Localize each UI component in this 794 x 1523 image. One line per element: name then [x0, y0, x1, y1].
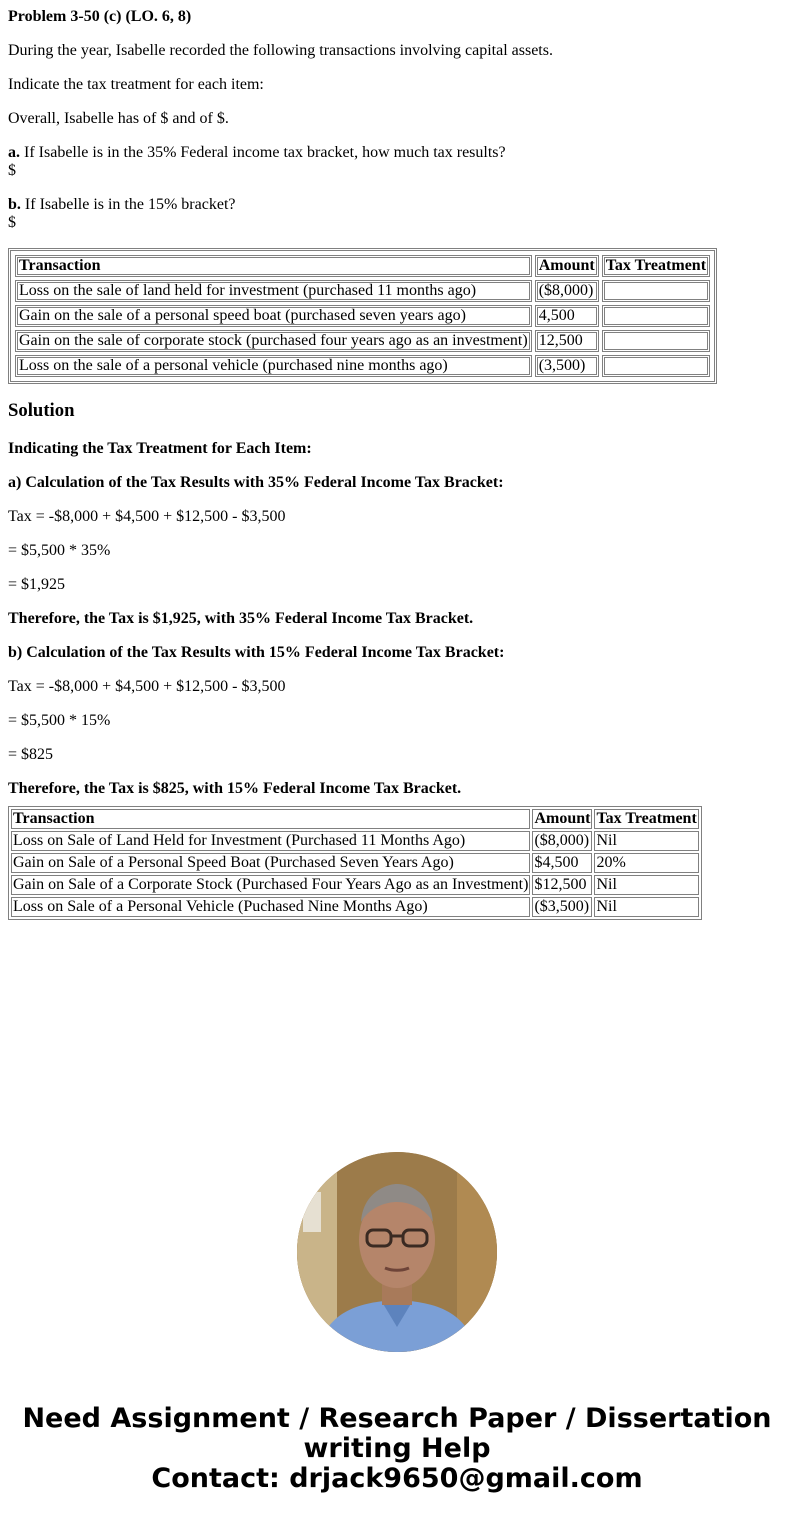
table-row [15, 355, 710, 377]
cell-transaction: Loss on the sale of land held for investment (purchased 11 months ago) [15, 280, 532, 302]
cell-amount: (3,500) [535, 355, 599, 377]
part-b-answer: $ [8, 214, 16, 231]
solution-b-line2: = $5,500 * 15% [8, 712, 111, 729]
problem-instruction: Indicate the tax treatment for each item: [8, 76, 264, 93]
solution-b-conclusion: Therefore, the Tax is $825, with 15% Federal Income Tax Bracket. [8, 780, 462, 797]
solution-b-line1: Tax = -$8,000 + $4,500 + $12,500 - $3,500 [8, 678, 286, 695]
promo-footer [0, 1152, 794, 1494]
problem-title: Problem 3-50 (c) (LO. 6, 8) [8, 8, 192, 25]
table-row [11, 853, 699, 873]
cell-amount: 4,500 [535, 305, 599, 327]
avatar-portrait [297, 1152, 497, 1352]
header-amount: Amount [535, 255, 599, 277]
promo-contact: Contact: drjack9650@gmail.com [151, 1463, 643, 1494]
cell-amount: 12,500 [535, 330, 599, 352]
cell-tax-treatment: Nil [594, 897, 698, 917]
avatar [297, 1152, 497, 1352]
promo-line-2: writing Help [303, 1433, 491, 1464]
solution-a-line3: = $1,925 [8, 576, 66, 593]
header-tax-treatment: Tax Treatment [602, 255, 710, 277]
cell-transaction: Loss on the sale of a personal vehicle (purchased nine months ago) [15, 355, 532, 377]
cell-tax-treatment: Nil [594, 875, 698, 895]
cell-transaction: Loss on Sale of a Personal Vehicle (Puchased Nine Months Ago) [11, 897, 530, 917]
problem-overall: Overall, Isabelle has of $ and of $. [8, 110, 229, 127]
header-transaction: Transaction [11, 809, 530, 829]
solution-a-conclusion: Therefore, the Tax is $1,925, with 35% Federal Income Tax Bracket. [8, 610, 474, 627]
cell-transaction: Gain on the sale of a personal speed boat (purchased seven years ago) [15, 305, 532, 327]
promo-line-1: Need Assignment / Research Paper / Dissertation [22, 1403, 772, 1434]
table-header-row [11, 809, 699, 829]
solution-a-heading: a) Calculation of the Tax Results with 35% Federal Income Tax Bracket: [8, 474, 504, 491]
solution-a-line2: = $5,500 * 35% [8, 542, 111, 559]
cell-tax-treatment: Nil [594, 831, 698, 851]
table-header-row [15, 255, 710, 277]
cell-tax-treatment [602, 305, 710, 327]
cell-transaction: Gain on the sale of corporate stock (purchased four years ago as an investment) [15, 330, 532, 352]
solution-table [8, 806, 702, 920]
table-row [15, 305, 710, 327]
part-b: b. If Isabelle is in the 15% bracket? $ [8, 196, 236, 231]
cell-tax-treatment [602, 280, 710, 302]
table-row [11, 875, 699, 895]
solution-a-line1: Tax = -$8,000 + $4,500 + $12,500 - $3,500 [8, 508, 286, 525]
table-row [11, 831, 699, 851]
cell-amount: ($8,000) [532, 831, 592, 851]
promo-text [0, 1404, 794, 1494]
cell-tax-treatment [602, 355, 710, 377]
cell-amount: $12,500 [532, 875, 592, 895]
header-transaction: Transaction [15, 255, 532, 277]
cell-transaction: Gain on Sale of a Personal Speed Boat (Purchased Seven Years Ago) [11, 853, 530, 873]
cell-transaction: Loss on Sale of Land Held for Investment (Purchased 11 Months Ago) [11, 831, 530, 851]
cell-amount: ($8,000) [535, 280, 599, 302]
cell-amount: $4,500 [532, 853, 592, 873]
header-amount: Amount [534, 810, 591, 827]
transactions-table [8, 248, 717, 384]
cell-transaction: Gain on Sale of a Corporate Stock (Purchased Four Years Ago as an Investment) [13, 876, 529, 893]
solution-b-line3: = $825 [8, 746, 54, 763]
solution-heading: Solution [8, 400, 75, 421]
cell-tax-treatment [602, 330, 710, 352]
header-tax-treatment: Tax Treatment [596, 810, 697, 827]
part-a: a. If Isabelle is in the 35% Federal income tax bracket, how much tax results? $ [8, 144, 506, 179]
table-row [11, 897, 699, 917]
cell-tax-treatment: 20% [594, 853, 698, 873]
cell-amount: ($3,500) [532, 897, 592, 917]
table-row [15, 330, 710, 352]
problem-intro: During the year, Isabelle recorded the following transactions involving capital assets. [8, 42, 553, 59]
table-row [15, 280, 710, 302]
part-a-answer: $ [8, 162, 16, 179]
solution-b-heading: b) Calculation of the Tax Results with 15% Federal Income Tax Bracket: [8, 644, 505, 661]
solution-subheading: Indicating the Tax Treatment for Each Item: [8, 440, 312, 457]
